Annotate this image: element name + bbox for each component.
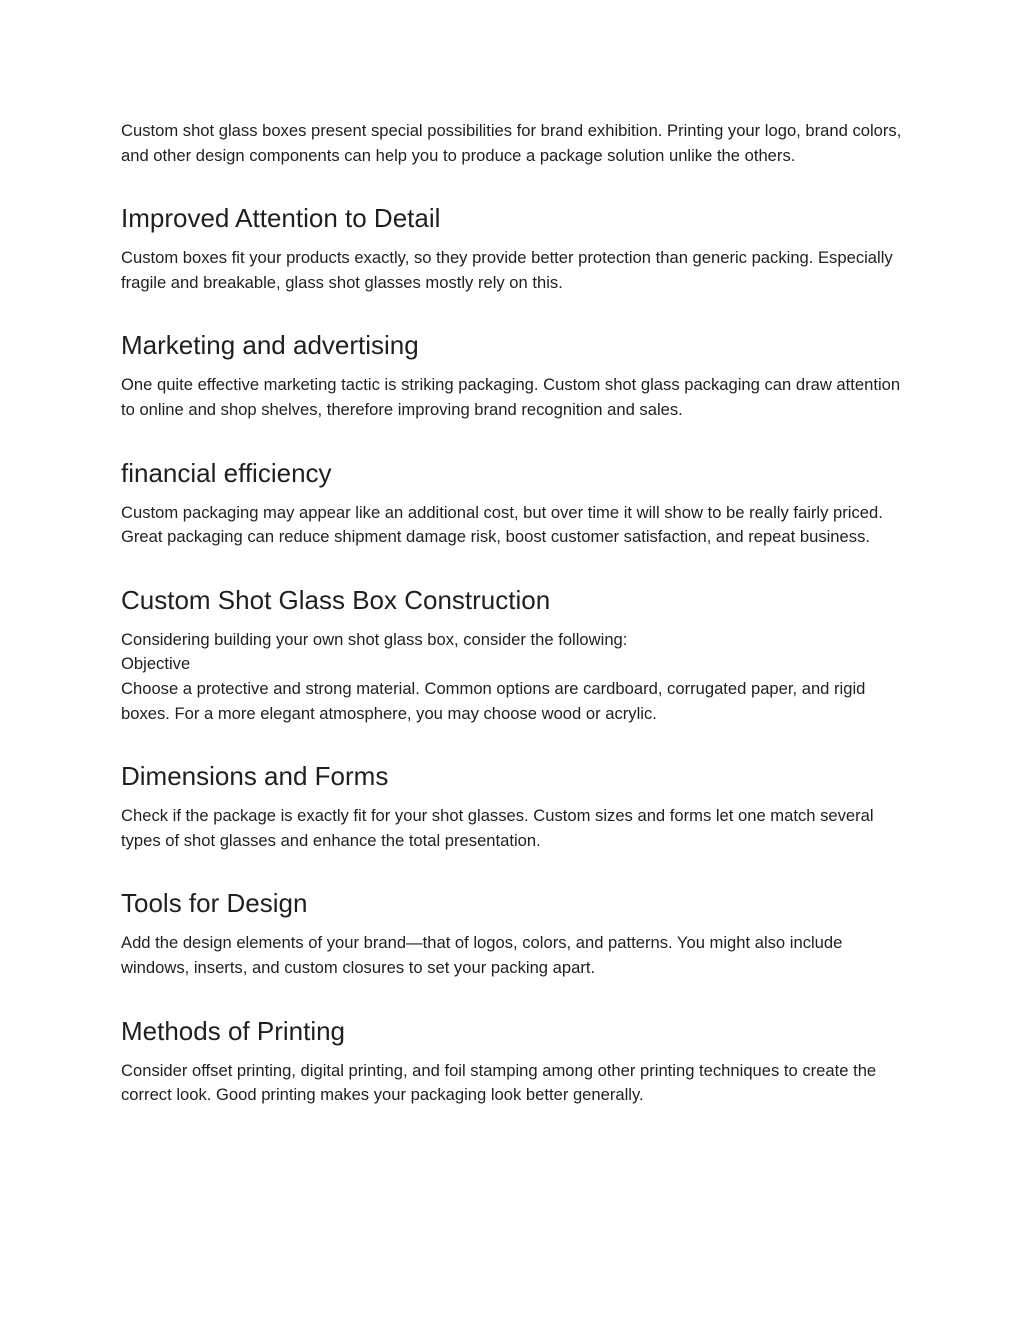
section-paragraph: Consider offset printing, digital printing, and foil stamping among other printing techniques to create the correct look. Good printing makes your packaging look better generally. [121,1060,877,1105]
section-paragraph [121,628,911,726]
section-box-construction [121,584,911,726]
section-heading: Tools for Design [121,888,308,919]
section-paragraph: Custom boxes fit your products exactly, so they provide better protection than generic packing. Especially fragile and breakable, glass shot glasses mostly rely on this. [121,248,893,292]
section-paragraph: Add the design elements of your brand—that of logos, colors, and patterns. You might also include windows, inserts, and custom closures to set your packing apart. [121,933,843,977]
section-paragraph: One quite effective marketing tactic is striking packaging. Custom shot glass packaging can draw attention to online and shop shelves, therefore improving brand recognition and sales. [121,375,901,419]
section-design-tools [121,887,911,980]
section-heading: Dimensions and Forms [121,761,389,792]
section-heading: Custom Shot Glass Box Construction [121,584,551,615]
document-page [121,119,911,1108]
section-paragraph: Check if the package is exactly fit for your shot glasses. Custom sizes and forms let one match several types of shot glasses and enhance the total presentation. [121,806,874,850]
section-heading: Marketing and advertising [121,330,419,361]
section-paragraph: Custom packaging may appear like an additional cost, but over time it will show to be really fairly priced. Great packaging can reduce shipment damage risk, boost customer satisfaction, and repeat business. [121,502,883,547]
section-attention-to-detail [121,202,911,295]
material-text: Choose a protective and strong material. Common options are cardboard, corrugated paper, and rigid boxes. For a more elegant atmosphere, you may choose wood or acrylic. [121,678,866,723]
objective-label: Objective [121,654,191,674]
intro-paragraph: Custom shot glass boxes present special possibilities for brand exhibition. Printing your logo, brand colors, and other design components can help you to produce a package solution unlike the others. [121,121,902,165]
section-printing-methods [121,1015,911,1108]
intro-line: Considering building your own shot glass box, consider the following: [121,629,628,649]
section-marketing [121,329,911,422]
section-dimensions-forms [121,760,911,853]
section-heading: financial efficiency [121,457,332,488]
section-heading: Improved Attention to Detail [121,203,441,234]
section-heading: Methods of Printing [121,1015,346,1046]
section-financial-efficiency [121,457,911,550]
